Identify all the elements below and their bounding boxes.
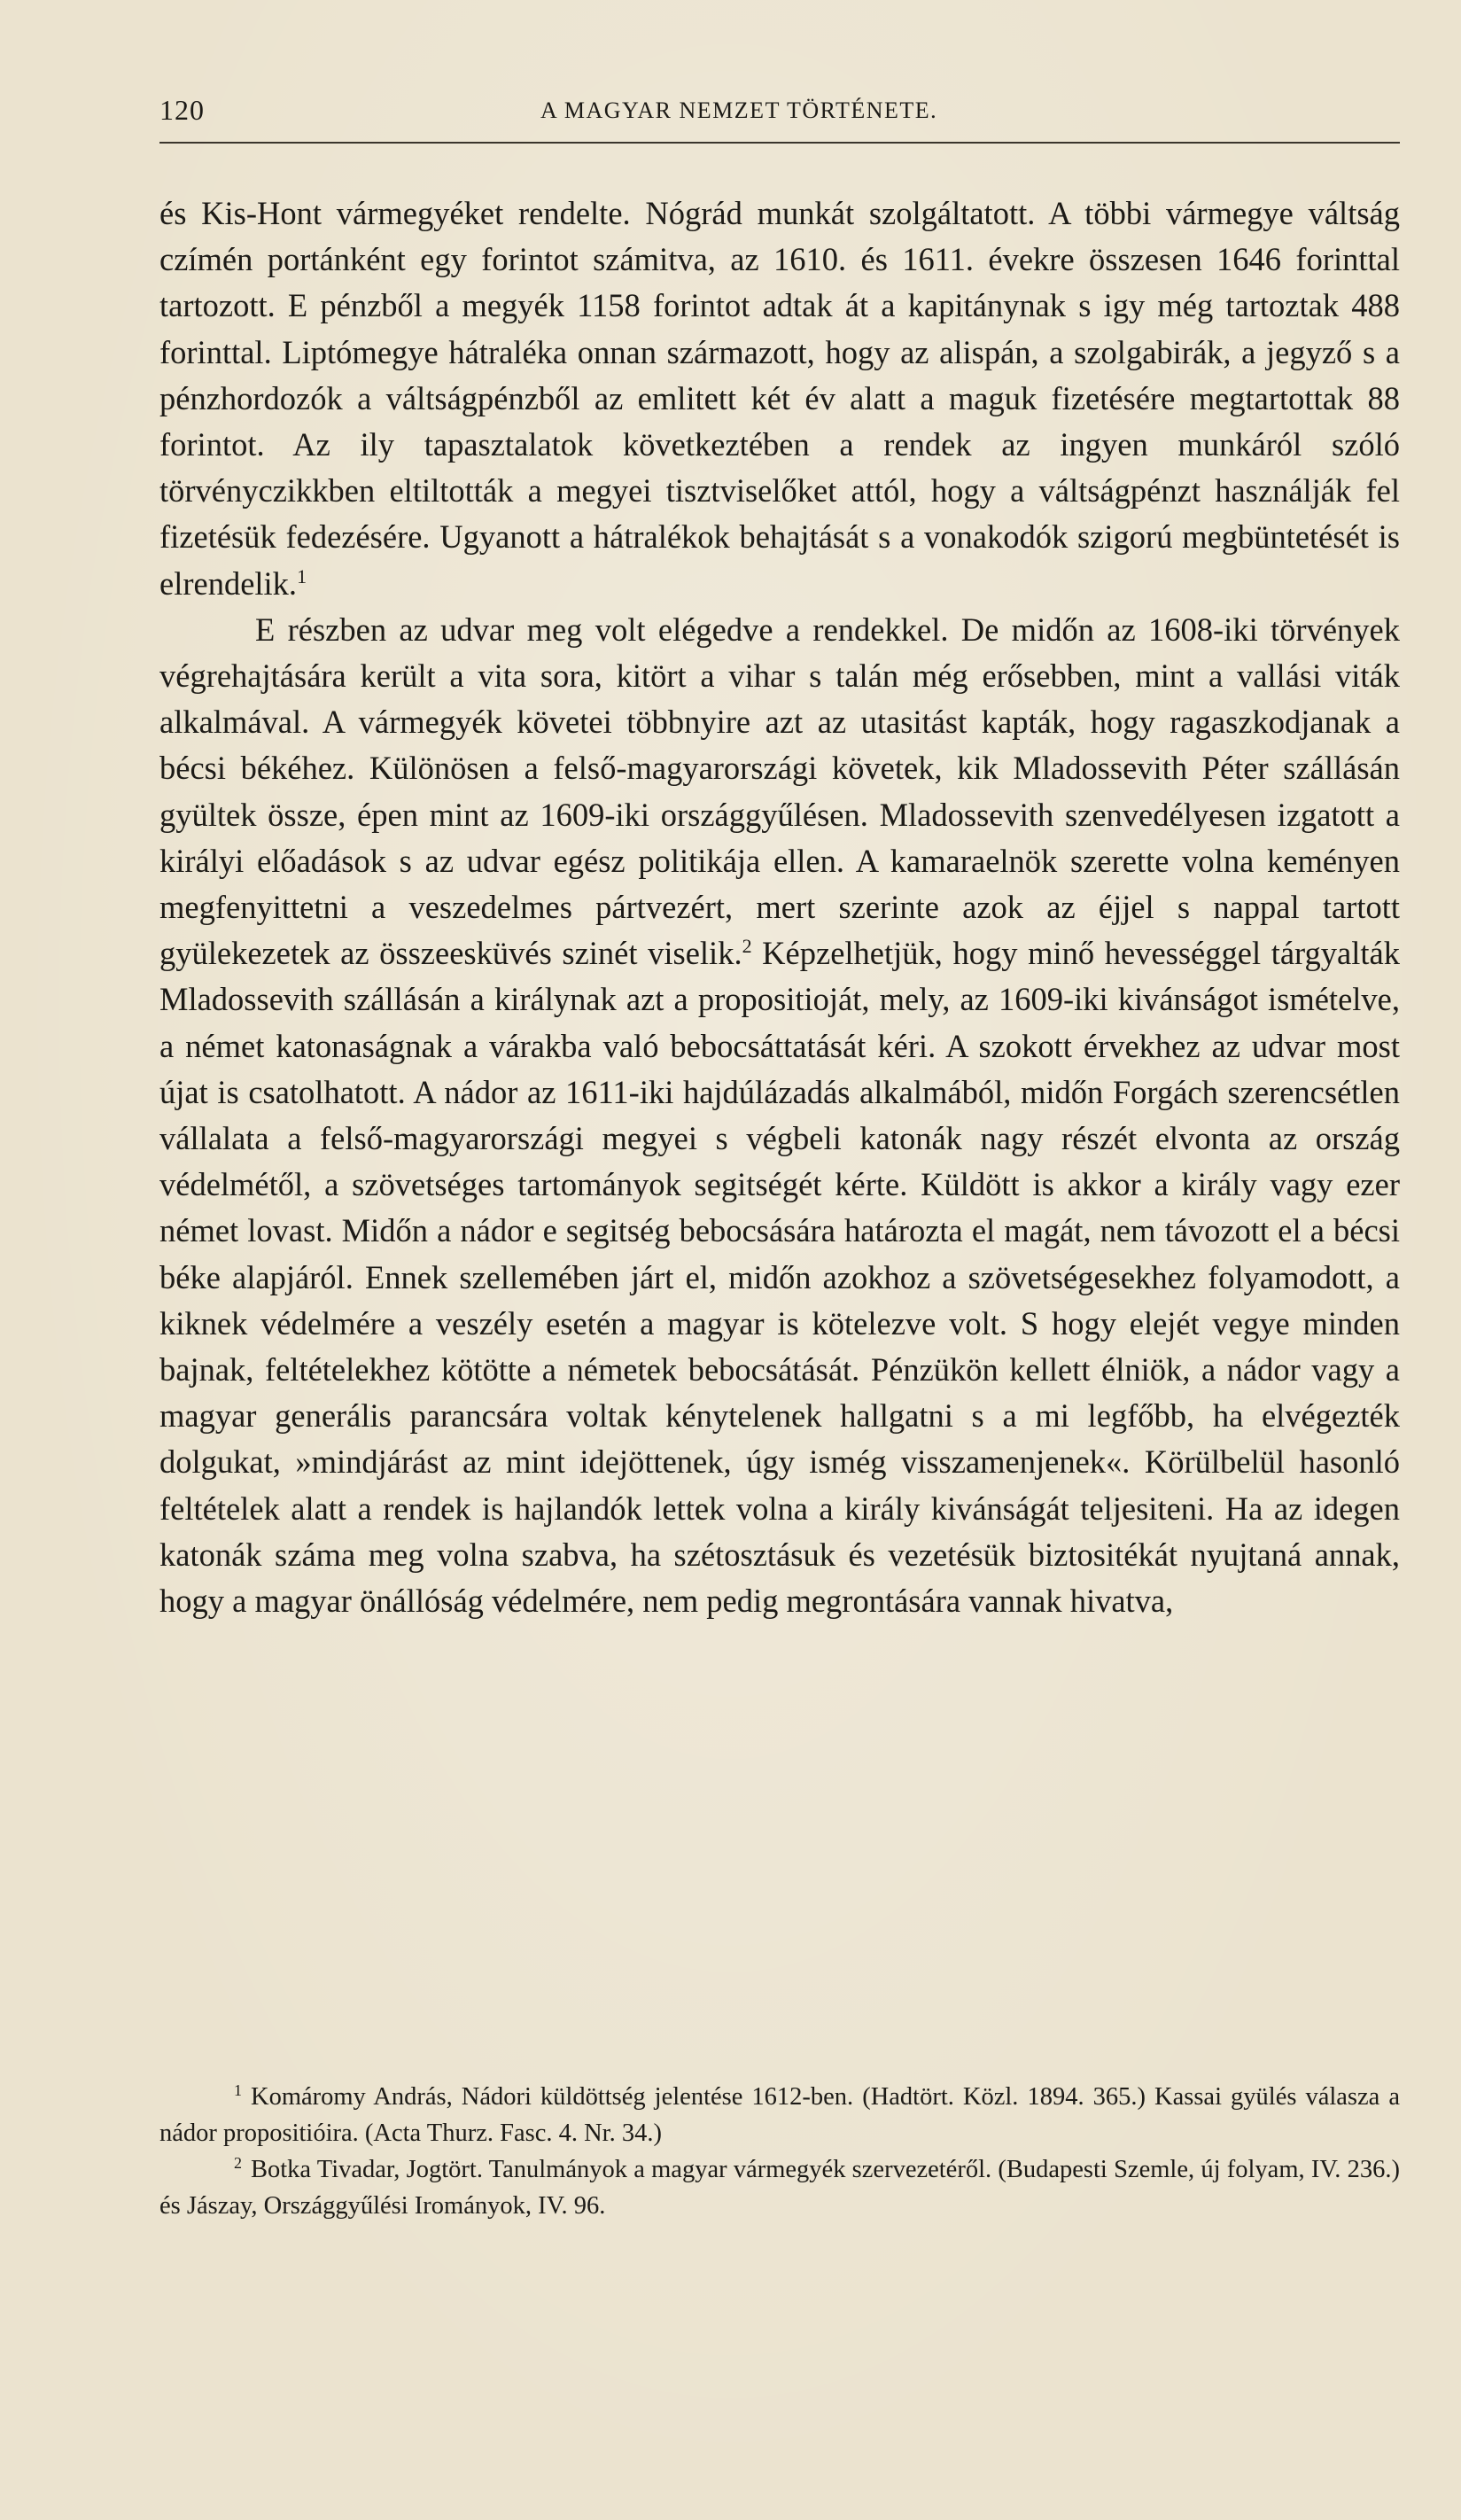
paragraph-2-text-part2: Képzelhetjük, hogy minő hevességgel tárgyalták Mladossevith szállásán a királynak azt a propositioját, mely, az 1609-iki kivánságot ismételve, a német katonaságnak a várakba való bebocsáttatását kéri. A szokott érvekhez az udvar most újat is csatolhatott. A nádor az 1611-iki hajdúlázadás alkalmából, midőn Forgách szerencsétlen vállalata a felső-magyarországi megyei s végbeli katonák nagy részét elvonta az ország védelmétől, a szövetséges tartományok segitségét kérte. Küldött is akkor a király vagy ezer német lovast. Midőn a nádor e segitség bebocsására határozta el magát, nem távozott el a bécsi béke alapjáról. Ennek szellemében járt el, midőn azokhoz a szövetségesekhez folyamodott, a kiknek védelmére a veszély esetén a magyar is kötelezve volt. S hogy elejét vegye minden bajnak, feltételekhez kötötte a németek bebocsátását. Pénzükön kellett élniök, a nádor vagy a magyar generális parancsára voltak kénytelenek hallgatni s a mi legfőbb, ha elvégezték dolgukat, »mindjárást az mint idejöttenek, úgy ismég visszamenjenek«. Körülbelül hasonló feltételek alatt a rendek is hajlandók lettek volna a király kivánságát teljesiteni. Ha az idegen katonák száma meg volna szabva, ha szétosztásuk és vezetésük biztositékát nyujtaná annak, hogy a magyar önállóság védelmére, nem pedig megrontására vannak hivatva,	[159, 935, 1400, 1620]
footnote-ref-1: 1	[297, 564, 307, 587]
footnote-2-mark: 2	[234, 2153, 242, 2172]
paragraph-1	[159, 191, 1400, 607]
page-number: 120	[159, 94, 205, 126]
paragraph-2	[159, 607, 1400, 1624]
footnote-1-text: Komáromy András, Nádori küldöttség jelentése 1612-ben. (Hadtört. Közl. 1894. 365.) Kassai gyülés válasza a nádor propositióira. (Acta Thurz. Fasc. 4. Nr. 34.)	[159, 2083, 1400, 2147]
paragraph-1-text: és Kis-Hont vármegyéket rendelte. Nógrád munkát szolgáltatott. A többi vármegye váltság czímén portánként egy forintot számitva, az 1610. és 1611. évekre összesen 1646 forinttal tartozott. E pénzből a megyék 1158 forintot adtak át a kapitánynak s igy még tartoztak 488 forinttal. Liptómegye hátraléka onnan származott, hogy az alispán, a szolgabirák, a jegyző s a pénzhordozók a váltságpénzből az emlitett két év alatt a maguk fizetésére megtartottak 88 forintot. Az ily tapasztalatok következtében a rendek az ingyen munkáról szóló törvényczikkben eltiltották a megyei tisztviselőket attól, hogy a váltságpénzt használják fel fizetésük fedezésére. Ugyanott a hátralékok behajtását s a vonakodók szigorú megbüntetését is elrendelik.	[159, 195, 1400, 602]
running-title: A MAGYAR NEMZET TÖRTÉNETE.	[540, 97, 938, 123]
footnotes	[159, 2079, 1400, 2224]
page-header	[159, 89, 1400, 144]
main-text	[159, 191, 1400, 1624]
footnote-2	[159, 2151, 1400, 2224]
footnote-2-text: Botka Tivadar, Jogtört. Tanulmányok a magyar vármegyék szervezetéről. (Budapesti Szemle, új folyam, IV. 236.) és Jászay, Országgyűlési Irományok, IV. 96.	[159, 2156, 1400, 2220]
paragraph-2-text-part1: E részben az udvar meg volt elégedve a rendekkel. De midőn az 1608-iki törvények végrehajtására került a vita sora, kitört a vihar s talán még erősebben, mint a vallási viták alkalmával. A vármegyék követei többnyire azt az utasitást kapták, hogy ragaszkodjanak a bécsi békéhez. Különösen a felső-magyarországi követek, kik Mladossevith Péter szállásán gyültek össze, épen mint az 1609-iki országgyűlésen. Mladossevith szenvedélyesen izgatott a királyi előadások s az udvar egész politikája ellen. A kamaraelnök szerette volna keményen megfenyittetni a veszedelmes pártvezért, mert szerinte azok az éjjel s nappal tartott gyülekezetek az összeesküvés szinét viselik.	[159, 611, 1400, 972]
footnote-ref-2: 2	[742, 935, 752, 958]
footnote-1	[159, 2079, 1400, 2151]
footnote-1-mark: 1	[234, 2081, 242, 2099]
